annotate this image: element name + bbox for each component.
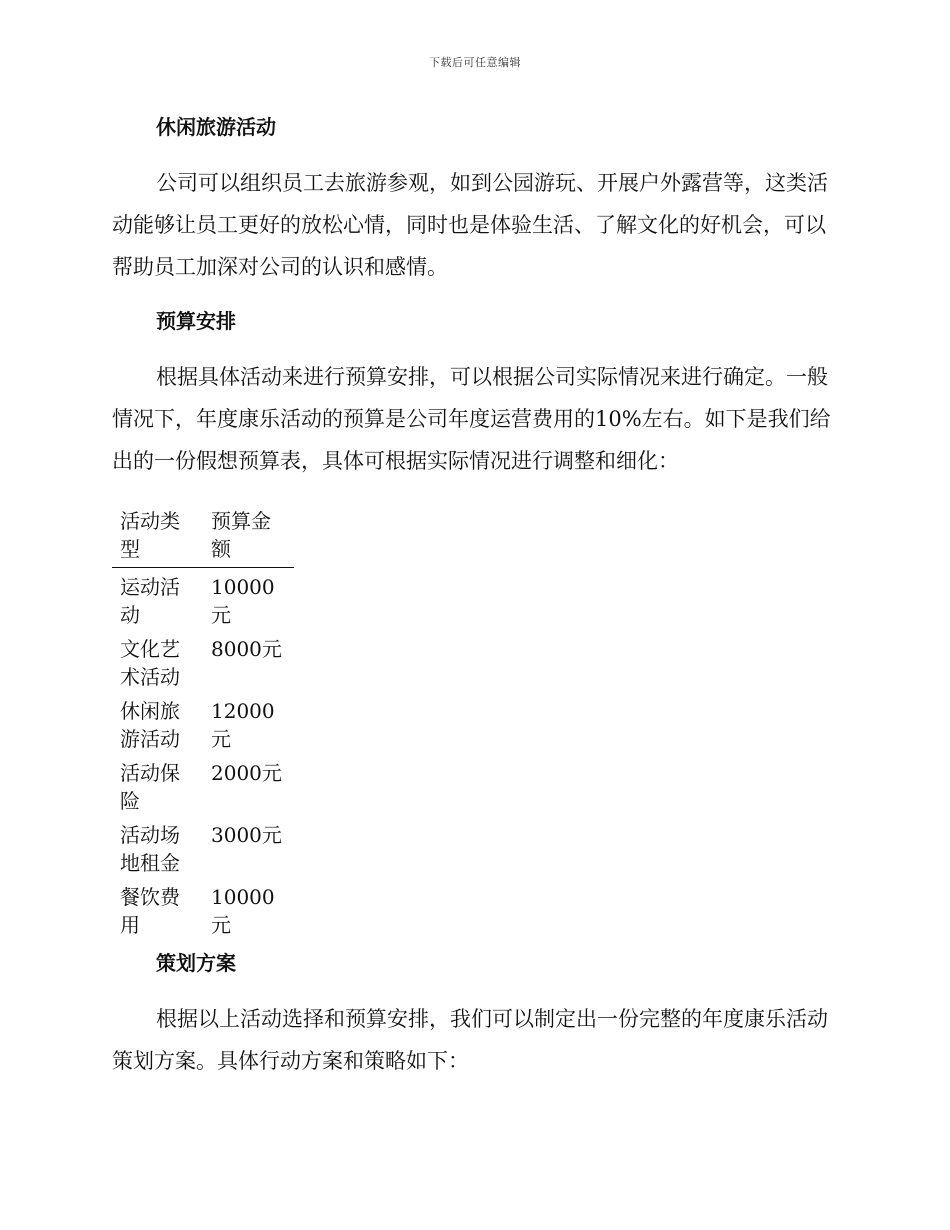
budget-table-cell-activity: 休闲旅游活动 — [120, 699, 180, 751]
budget-table-cell-activity: 文化艺术活动 — [120, 637, 180, 689]
section-paragraph-plan: 根据以上活动选择和预算安排，我们可以制定出一份完整的年度康乐活动策划方案。具体行动方案和策略如下： — [112, 1007, 828, 1073]
table-row — [112, 816, 294, 878]
budget-table-cell-activity: 活动场地租金 — [120, 823, 180, 875]
budget-table-cell-activity: 活动保险 — [120, 761, 180, 813]
table-row — [112, 754, 294, 816]
budget-table-header-row — [112, 504, 294, 568]
table-row — [112, 692, 294, 754]
budget-table-header-activity-type: 活动类型 — [120, 509, 180, 561]
section-title-leisure-travel: 休闲旅游活动 — [156, 115, 276, 139]
page-header-note: 下载后可任意编辑 — [429, 56, 521, 69]
budget-table-cell-amount: 8000元 — [211, 637, 282, 661]
budget-table-cell-activity: 运动活动 — [120, 575, 180, 627]
section-paragraph-leisure-travel: 公司可以组织员工去旅游参观，如到公园游玩、开展户外露营等，这类活动能够让员工更好的放松心情，同时也是体验生活、了解文化的好机会，可以帮助员工加深对公司的认识和感情。 — [112, 171, 828, 279]
budget-table-cell-amount: 12000元 — [211, 699, 275, 751]
budget-table-cell-amount: 10000元 — [211, 575, 275, 627]
document-body — [112, 108, 832, 1082]
budget-table — [112, 504, 294, 940]
budget-table-cell-amount: 10000元 — [211, 885, 275, 937]
budget-table-cell-amount: 3000元 — [211, 823, 282, 847]
table-row — [112, 878, 294, 940]
section-title-plan: 策划方案 — [156, 951, 236, 975]
budget-table-cell-amount: 2000元 — [211, 761, 282, 785]
section-title-budget: 预算安排 — [156, 309, 236, 333]
table-row — [112, 568, 294, 631]
section-paragraph-budget: 根据具体活动来进行预算安排，可以根据公司实际情况来进行确定。一般情况下，年度康乐活动的预算是公司年度运营费用的10%左右。如下是我们给出的一份假想预算表，具体可根据实际情况进行调整和细化： — [112, 365, 831, 473]
table-row — [112, 630, 294, 692]
budget-table-header-budget-amount: 预算金额 — [211, 509, 271, 561]
budget-table-cell-activity: 餐饮费用 — [120, 885, 180, 937]
